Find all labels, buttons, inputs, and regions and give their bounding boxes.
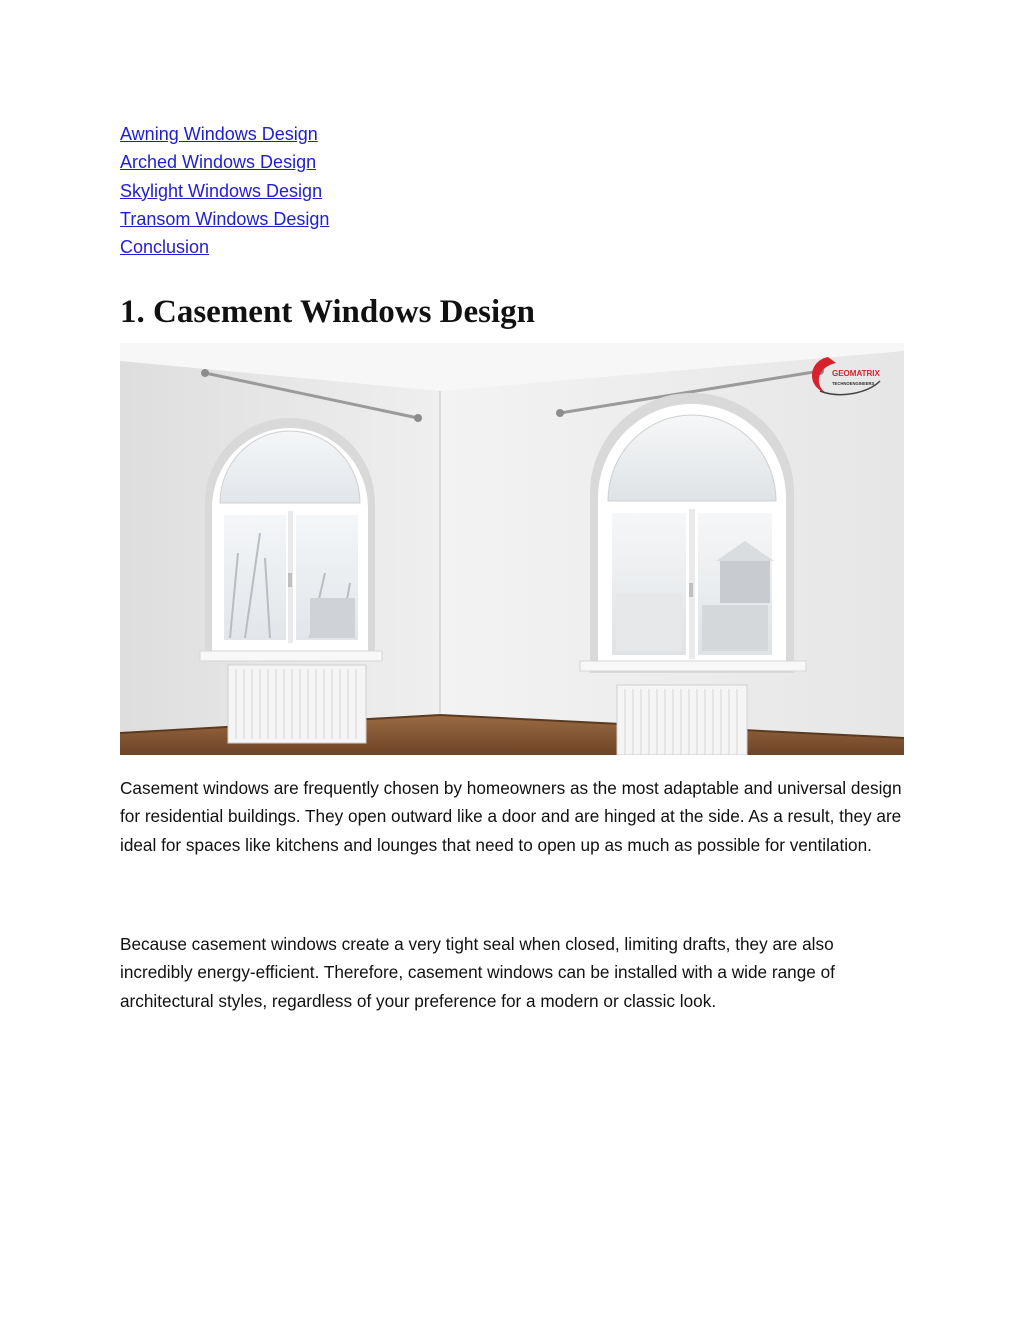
left-radiator	[228, 665, 366, 743]
logo-tagline: TECHNOENGINEERS	[832, 381, 875, 386]
right-arched-window	[580, 393, 806, 673]
right-radiator	[617, 685, 747, 755]
room-photo	[120, 343, 904, 755]
paragraph-2: Because casement windows create a very tight seal when closed, limiting drafts, they are also incredibly energy-efficient. Therefore, casement windows can be installed with a wide range of architectural styles, regardless of your preference for a modern or classic look.	[120, 934, 835, 1011]
toc-link-conclusion[interactable]: Conclusion	[120, 237, 210, 258]
toc-link-awning[interactable]: Awning Windows Design	[120, 124, 318, 144]
toc-link-skylight[interactable]: Skylight Windows Design	[120, 180, 323, 201]
table-of-contents	[120, 120, 720, 261]
toc-link-transom[interactable]: Transom Windows Design	[120, 208, 330, 229]
paragraph-1: Casement windows are frequently chosen by homeowners as the most adaptable and universal design for residential buildings. They open outward like a door and are hinged at the side. As a result, they are ideal for spaces like kitchens and lounges that need to open up as much as possible for ventilation.	[120, 778, 902, 855]
left-arched-window	[200, 418, 382, 661]
toc-link-arched[interactable]: Arched Windows Design	[120, 152, 317, 173]
logo-name: GEOMATRIX	[832, 369, 880, 378]
section-heading: 1. Casement Windows Design	[120, 294, 535, 330]
